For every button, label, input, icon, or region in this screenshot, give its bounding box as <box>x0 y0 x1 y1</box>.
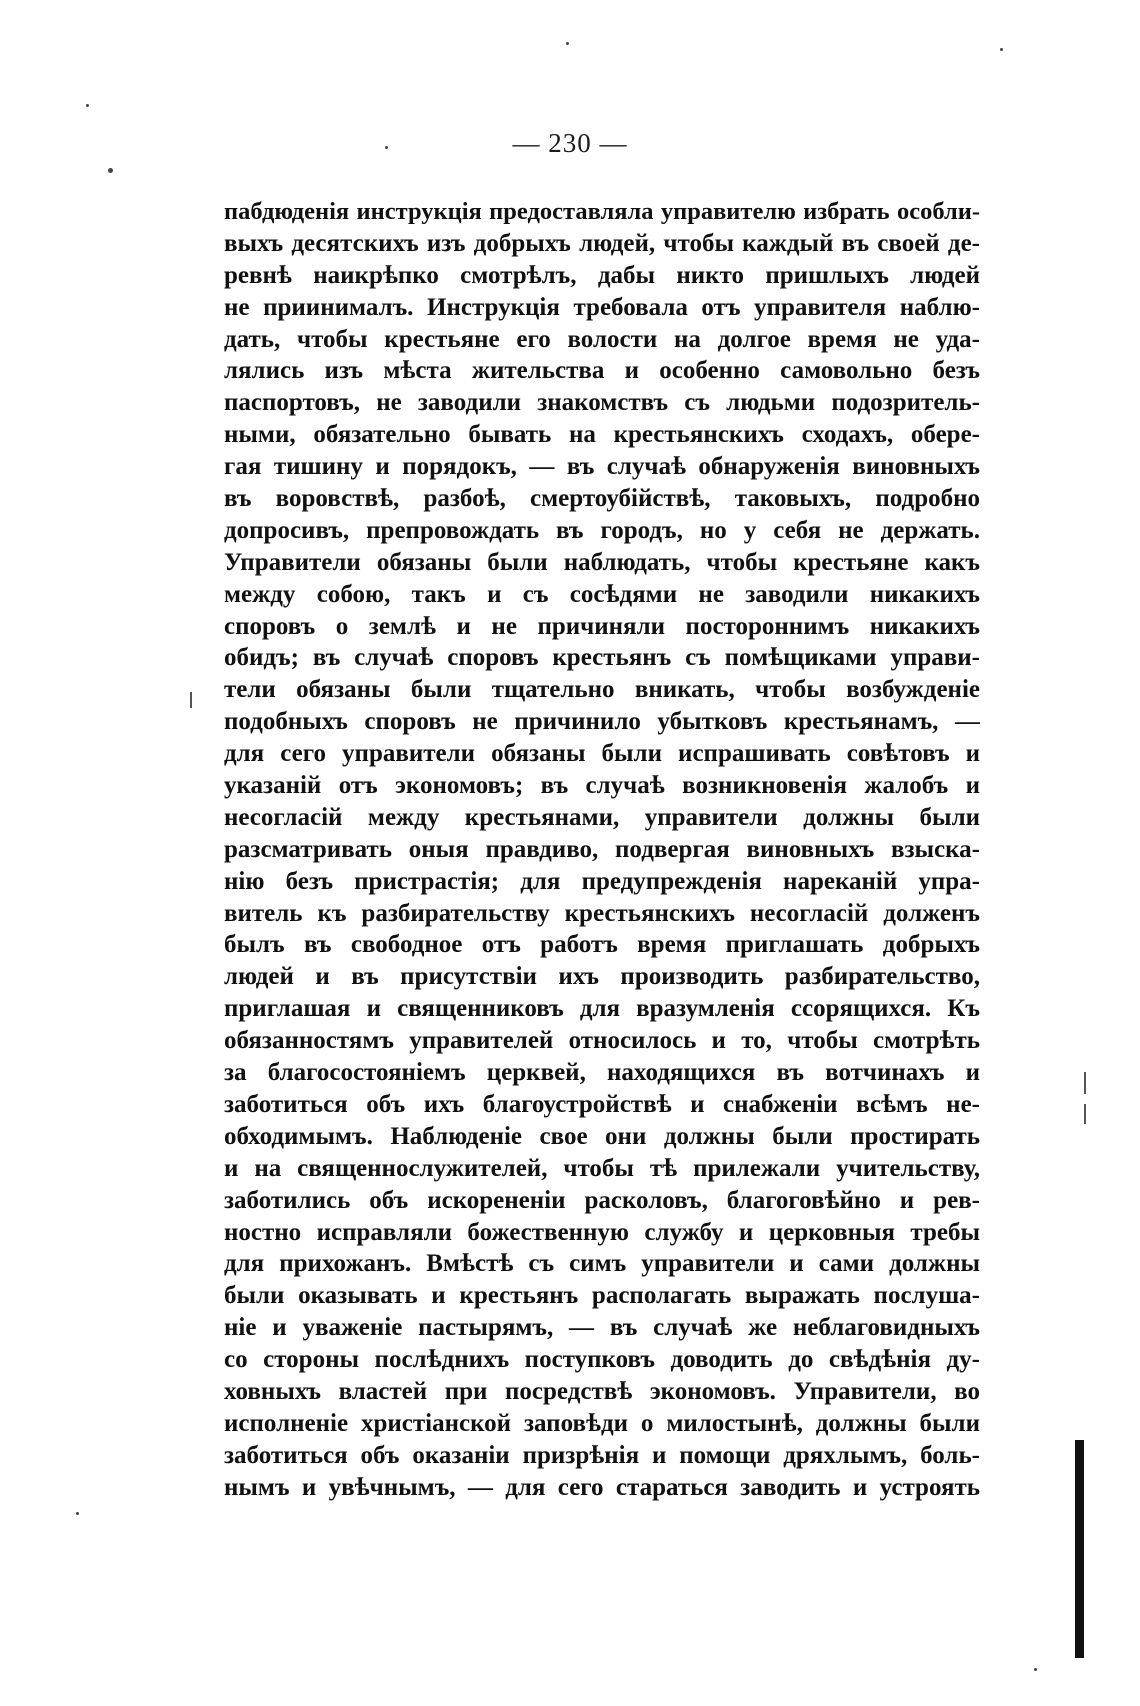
text-line: со стороны послѣднихъ поступковъ доводить до свѣдѣнія ду- <box>224 1346 980 1374</box>
text-line: заботились объ искорененіи расколовъ, благоговѣйно и рев- <box>224 1186 980 1214</box>
text-line: приглашая и священниковъ для вразумленія ссорящихся. Къ <box>224 995 980 1023</box>
text-line: заботиться объ оказаніи призрѣнія и помощи дряхлымъ, боль- <box>224 1441 980 1469</box>
text-line: для сего управители обязаны были испрашивать совѣтовъ и <box>224 740 980 768</box>
text-line: ревнѣ наикрѣпко смотрѣлъ, дабы никто пришлыхъ людей <box>224 261 980 289</box>
text-line: и на священнослужителей, чтобы тѣ прилежали учительству, <box>224 1154 980 1182</box>
text-line: ными, обязательно бывать на крестьянскихъ сходахъ, обере- <box>224 421 980 449</box>
text-line: несогласій между крестьянами, управители должны были <box>224 803 980 831</box>
scan-mark <box>1084 1072 1086 1094</box>
text-line: обидъ; въ случаѣ споровъ крестьянъ съ помѣщиками управи- <box>224 644 980 672</box>
text-line: допросивъ, препровождать въ городъ, но у себя не держать. <box>224 516 980 544</box>
page-number: — 230 — <box>512 128 628 158</box>
scan-speck <box>1034 1668 1037 1671</box>
scan-speck <box>108 168 113 173</box>
text-line: Управители обязаны были наблюдать, чтобы крестьяне какъ <box>224 548 980 576</box>
text-line: дать, чтобы крестьяне его волости на долгое время не уда- <box>224 325 980 353</box>
text-line: были оказывать и крестьянъ располагать выражать послуша- <box>224 1282 980 1310</box>
text-line: нію безъ пристрастія; для предупрежденія нареканій упра- <box>224 867 980 895</box>
text-line: между собою, такъ и съ сосѣдями не заводили никакихъ <box>224 580 980 608</box>
text-line: выхъ десятскихъ изъ добрыхъ людей, чтобы каждый въ своей де- <box>224 229 980 257</box>
text-line: за благосостояніемъ церквей, находящихся въ вотчинахъ и <box>224 1059 980 1087</box>
text-line: въ воровствѣ, разбоѣ, смертоубійствѣ, таковыхъ, подробно <box>224 485 980 513</box>
text-line: ховныхъ властей при посредствѣ экономовъ. Управители, во <box>224 1377 980 1405</box>
scan-speck <box>86 104 89 107</box>
text-line: нымъ и увѣчнымъ, — для сего стараться заводить и устроять <box>224 1473 980 1501</box>
text-line: обязанностямъ управителей относилось и то, чтобы смотрѣть <box>224 1027 980 1055</box>
text-line: споровъ о землѣ и не причиняли постороннимъ никакихъ <box>224 612 980 640</box>
text-line: тели обязаны были тщательно вникать, чтобы возбужденіе <box>224 676 980 704</box>
body-text <box>224 196 980 1504</box>
text-line: обходимымъ. Наблюденіе свое они должны были простирать <box>224 1122 980 1150</box>
text-line: паспортовъ, не заводили знакомствъ съ людьми подозритель- <box>224 389 980 417</box>
scan-mark <box>190 692 192 708</box>
text-line: гая тишину и порядокъ, — въ случаѣ обнаруженія виновныхъ <box>224 453 980 481</box>
text-line: разсматривать оныя правдиво, подвергая виновныхъ взыска- <box>224 835 980 863</box>
text-line: ностно исправляли божественную службу и церковныя требы <box>224 1218 980 1246</box>
text-line: людей и въ присутствіи ихъ производить разбирательство, <box>224 963 980 991</box>
text-line: для прихожанъ. Вмѣстѣ съ симъ управители и сами должны <box>224 1250 980 1278</box>
scan-mark <box>1084 1104 1086 1124</box>
text-line: указаній отъ экономовъ; въ случаѣ возникновенія жалобъ и <box>224 772 980 800</box>
scan-speck <box>566 42 569 45</box>
scan-speck <box>1000 48 1003 51</box>
text-line: лялись изъ мѣста жительства и особенно самовольно безъ <box>224 357 980 385</box>
scan-speck <box>385 146 388 149</box>
text-line: не приинималъ. Инструкція требовала отъ управителя наблю- <box>224 293 980 321</box>
scan-edge-bar <box>1075 1440 1084 1658</box>
text-line: витель къ разбирательству крестьянскихъ несогласій долженъ <box>224 899 980 927</box>
text-line: пабдюденія инструкція предоставляла управителю избрать особли- <box>224 198 980 225</box>
text-line: подобныхъ споровъ не причинило убытковъ крестьянамъ, — <box>224 708 980 736</box>
scan-speck <box>76 1512 79 1515</box>
text-line: былъ въ свободное отъ работъ время приглашать добрыхъ <box>224 931 980 959</box>
text-line: заботиться объ ихъ благоустройствѣ и снабженіи всѣмъ не- <box>224 1090 980 1118</box>
text-line: ніе и уваженіе пастырямъ, — въ случаѣ же неблаговидныхъ <box>224 1314 980 1342</box>
text-line: исполненіе христіанской заповѣди о милостынѣ, должны были <box>224 1409 980 1437</box>
